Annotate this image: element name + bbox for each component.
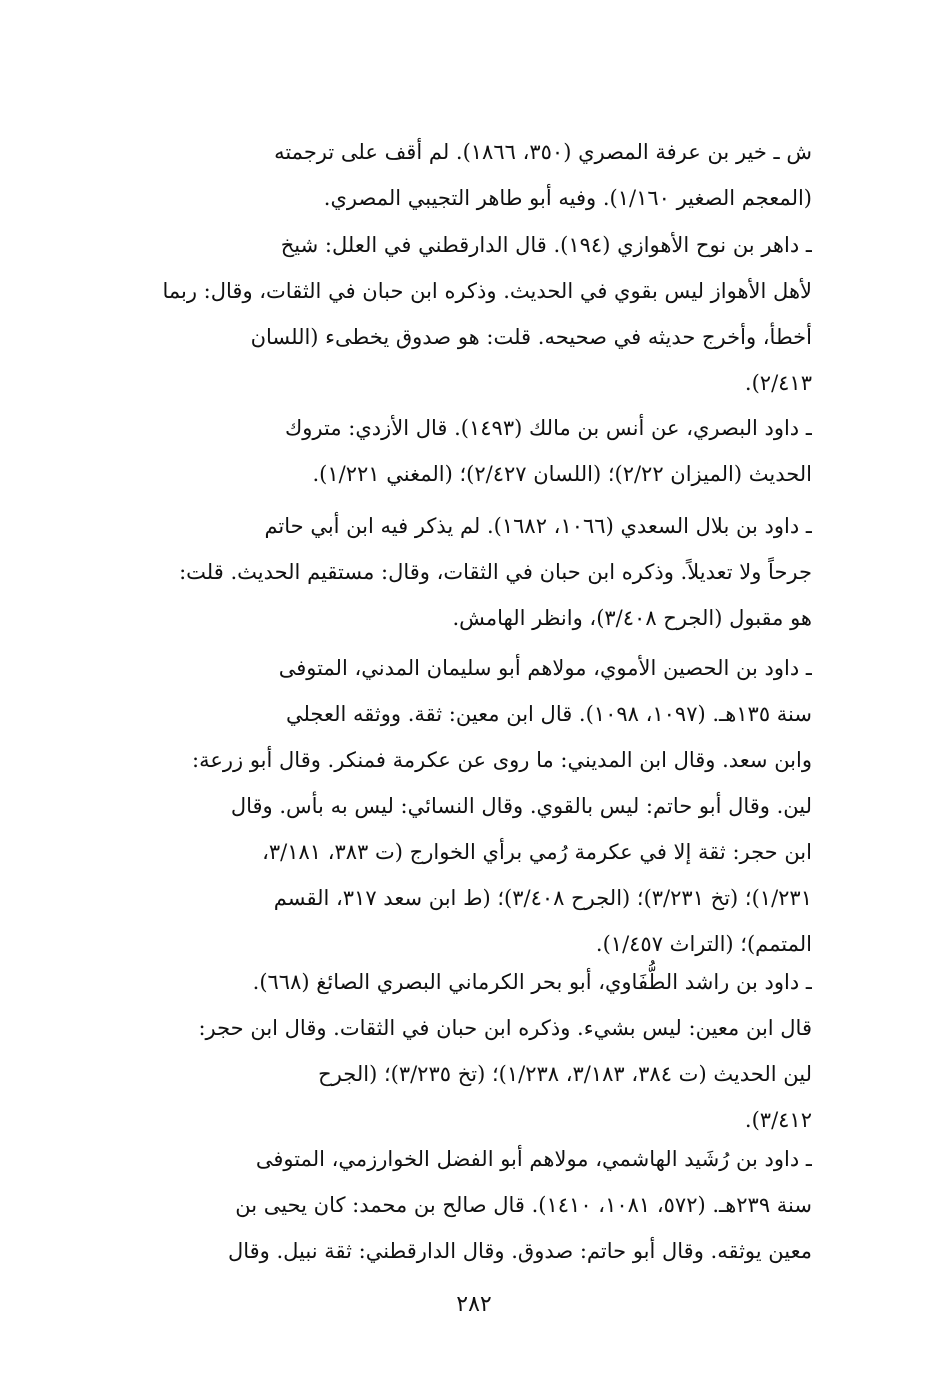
- text-line: أخطأ، وأخرج حديثه في صحيحه. قلت: هو صدوق يخطىء (اللسان: [250, 325, 812, 349]
- text-line: وابن سعد. وقال ابن المديني: ما روى عن عكرمة فمنكر. وقال أبو زرعة:: [192, 748, 812, 772]
- text-line: المتمم)؛ (التراث ١/٤٥٧).: [595, 932, 812, 956]
- text-line: سنة ١٣٥هـ. (١٠٩٧، ١٠٩٨). قال ابن معين: ثقة. ووثقه العجلي: [285, 702, 812, 726]
- text-line: ٣/٤١٢).: [744, 1108, 812, 1132]
- text-line: معين يوثقه. وقال أبو حاتم: صدوق. وقال الدارقطني: ثقة نبيل. وقال: [227, 1239, 812, 1263]
- text-line: قال ابن معين: ليس بشيء. وذكره ابن حبان في الثقات. وقال ابن حجر:: [198, 1016, 812, 1040]
- entry-khair-bin-arafa: [112, 129, 812, 221]
- text-line: ـ داود البصري، عن أنس بن مالك (١٤٩٣). قال الأزدي: متروك: [284, 416, 812, 440]
- text-line: ١/٢٣١)؛ (تخ ٣/٢٣١)؛ (الجرح ٣/٤٠٨)؛ (ط ابن سعد ٣١٧، القسم: [273, 886, 812, 910]
- text-line: لأهل الأهواز ليس بقوي في الحديث. وذكره ابن حبان في الثقات، وقال: ربما: [162, 279, 812, 303]
- page-number: ٢٨٢: [456, 1292, 492, 1317]
- text-line: ـ داود بن رُشَيد الهاشمي، مولاهم أبو الفضل الخوارزمي، المتوفى: [255, 1147, 812, 1171]
- text-line: ش ـ خير بن عرفة المصري (٣٥٠، ١٨٦٦). لم أقف على ترجمته: [274, 140, 812, 164]
- text-line: هو مقبول (الجرح ٣/٤٠٨)، وانظر الهامش.: [452, 606, 812, 630]
- text-line: لين. وقال أبو حاتم: ليس بالقوي. وقال النسائي: ليس به بأس. وقال: [230, 794, 812, 818]
- text-line: سنة ٢٣٩هـ. (٥٧٢، ١٠٨١، ١٤١٠). قال صالح بن محمد: كان يحيى بن: [235, 1193, 812, 1217]
- text-line: ابن حجر: ثقة إلا في عكرمة رُمي برأي الخوارج (ت ٣٨٣، ٣/١٨١،: [262, 840, 812, 864]
- entry-dawud-bin-rushaid: [112, 1136, 812, 1274]
- text-line: ـ داود بن بلال السعدي (١٠٦٦، ١٦٨٢). لم يذكر فيه ابن أبي حاتم: [264, 514, 812, 538]
- text-line: (المعجم الصغير ١/١٦٠). وفيه أبو طاهر التجيبي المصري.: [323, 186, 812, 210]
- text-line: ـ داود بن الحصين الأموي، مولاهم أبو سليمان المدني، المتوفى: [278, 656, 812, 680]
- text-line: جرحاً ولا تعديلاً. وذكره ابن حبان في الثقات، وقال: مستقيم الحديث. قلت:: [179, 560, 812, 584]
- entry-dahir-bin-nuh: [112, 222, 812, 406]
- text-line: لين الحديث (ت ٣٨٤، ٣/١٨٣، ١/٢٣٨)؛ (تخ ٣/٢٣٥)؛ (الجرح: [318, 1062, 812, 1086]
- text-line: ٢/٤١٣).: [744, 371, 812, 395]
- entry-dawud-al-basri: [112, 405, 812, 497]
- entry-dawud-bin-rashid: [112, 959, 812, 1143]
- text-line: الحديث (الميزان ٢/٢٢)؛ (اللسان ٢/٤٢٧)؛ (المغني ١/٢٢١).: [312, 462, 812, 486]
- text-line: ـ داود بن راشد الطُّفَاوي، أبو بحر الكرماني البصري الصائغ (٦٦٨).: [252, 970, 812, 994]
- entry-dawud-bin-al-husain: [112, 645, 812, 967]
- text-line: ـ داهر بن نوح الأهوازي (١٩٤). قال الدارقطني في العلل: شيخ: [280, 233, 812, 257]
- entry-dawud-bin-bilal: [112, 503, 812, 641]
